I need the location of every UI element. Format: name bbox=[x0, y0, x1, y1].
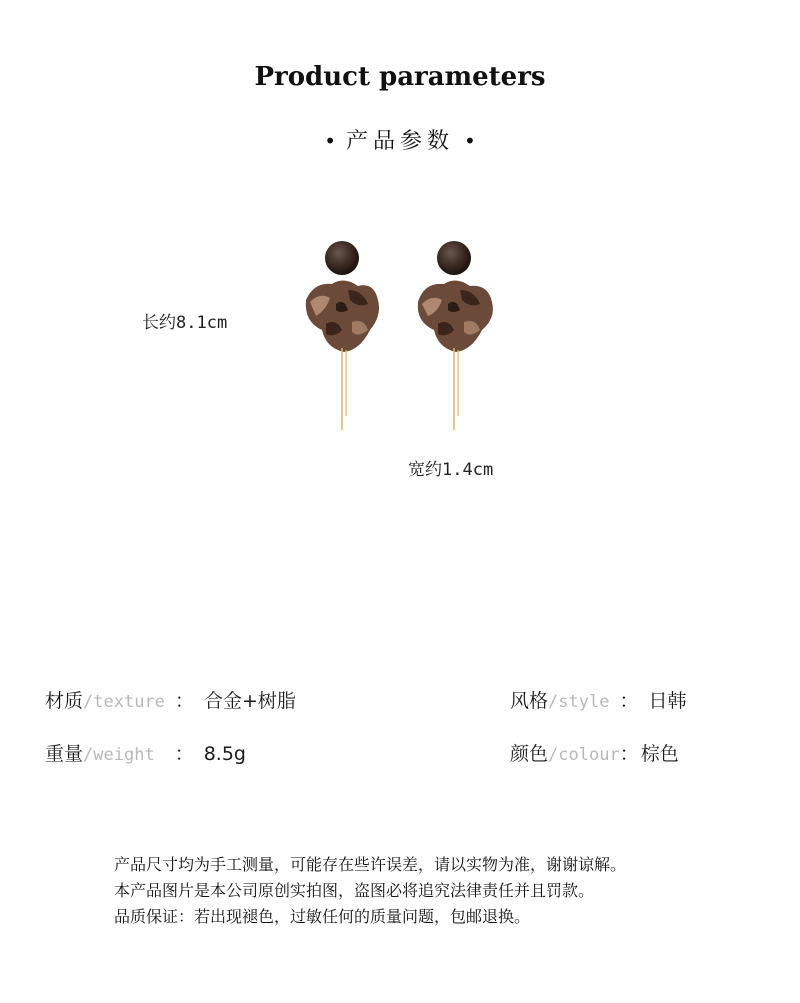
notes-block bbox=[114, 852, 626, 930]
spec-style-en: style bbox=[558, 692, 610, 712]
note-quality: 品质保证：若出现褪色，过敏任何的质量问题，包邮退换。 bbox=[114, 907, 531, 926]
spec-slash: / bbox=[548, 745, 559, 765]
spec-slash: / bbox=[548, 692, 559, 712]
earring-image-left bbox=[296, 238, 392, 438]
spec-color-value: 棕色 bbox=[640, 743, 679, 765]
bullet-left: • bbox=[324, 129, 336, 153]
note-copyright: 本产品图片是本公司原创实拍图，盗图必将追究法律责任并且罚款。 bbox=[114, 881, 595, 900]
spec-style bbox=[510, 686, 686, 713]
spec-slash: / bbox=[83, 692, 94, 712]
spec-material-value: 合金+树脂 bbox=[203, 690, 296, 712]
length-label: 长约8.1cm bbox=[142, 313, 228, 333]
spec-weight-label: 重量 bbox=[45, 743, 84, 765]
width-label: 宽约1.4cm bbox=[408, 460, 494, 480]
subtitle-text: 产品参数 bbox=[345, 129, 454, 154]
spec-color bbox=[510, 739, 679, 766]
page-title: Product parameters bbox=[254, 62, 546, 92]
spec-style-label: 风格 bbox=[510, 690, 549, 712]
spec-colon: ： bbox=[619, 743, 639, 765]
note-measurement: 产品尺寸均为手工测量，可能存在些许误差，请以实物为准，谢谢谅解。 bbox=[114, 855, 627, 874]
spec-colon: ： bbox=[174, 690, 194, 712]
earring-image-right bbox=[410, 238, 506, 438]
spec-material-label: 材质 bbox=[45, 690, 84, 712]
spec-slash: / bbox=[83, 745, 94, 765]
spec-style-value: 日韩 bbox=[648, 690, 687, 712]
spec-color-label: 颜色 bbox=[510, 743, 549, 765]
page-subtitle bbox=[0, 124, 800, 155]
spec-weight-en: weight bbox=[93, 745, 155, 765]
spec-weight bbox=[45, 739, 246, 766]
spec-weight-value: 8.5g bbox=[203, 743, 246, 765]
spec-material-en: texture bbox=[93, 692, 165, 712]
spec-colon: ： bbox=[619, 690, 639, 712]
spec-colon: ： bbox=[174, 743, 194, 765]
spec-color-en: colour bbox=[558, 745, 620, 765]
spec-material bbox=[45, 686, 296, 713]
bullet-right: • bbox=[464, 129, 476, 153]
